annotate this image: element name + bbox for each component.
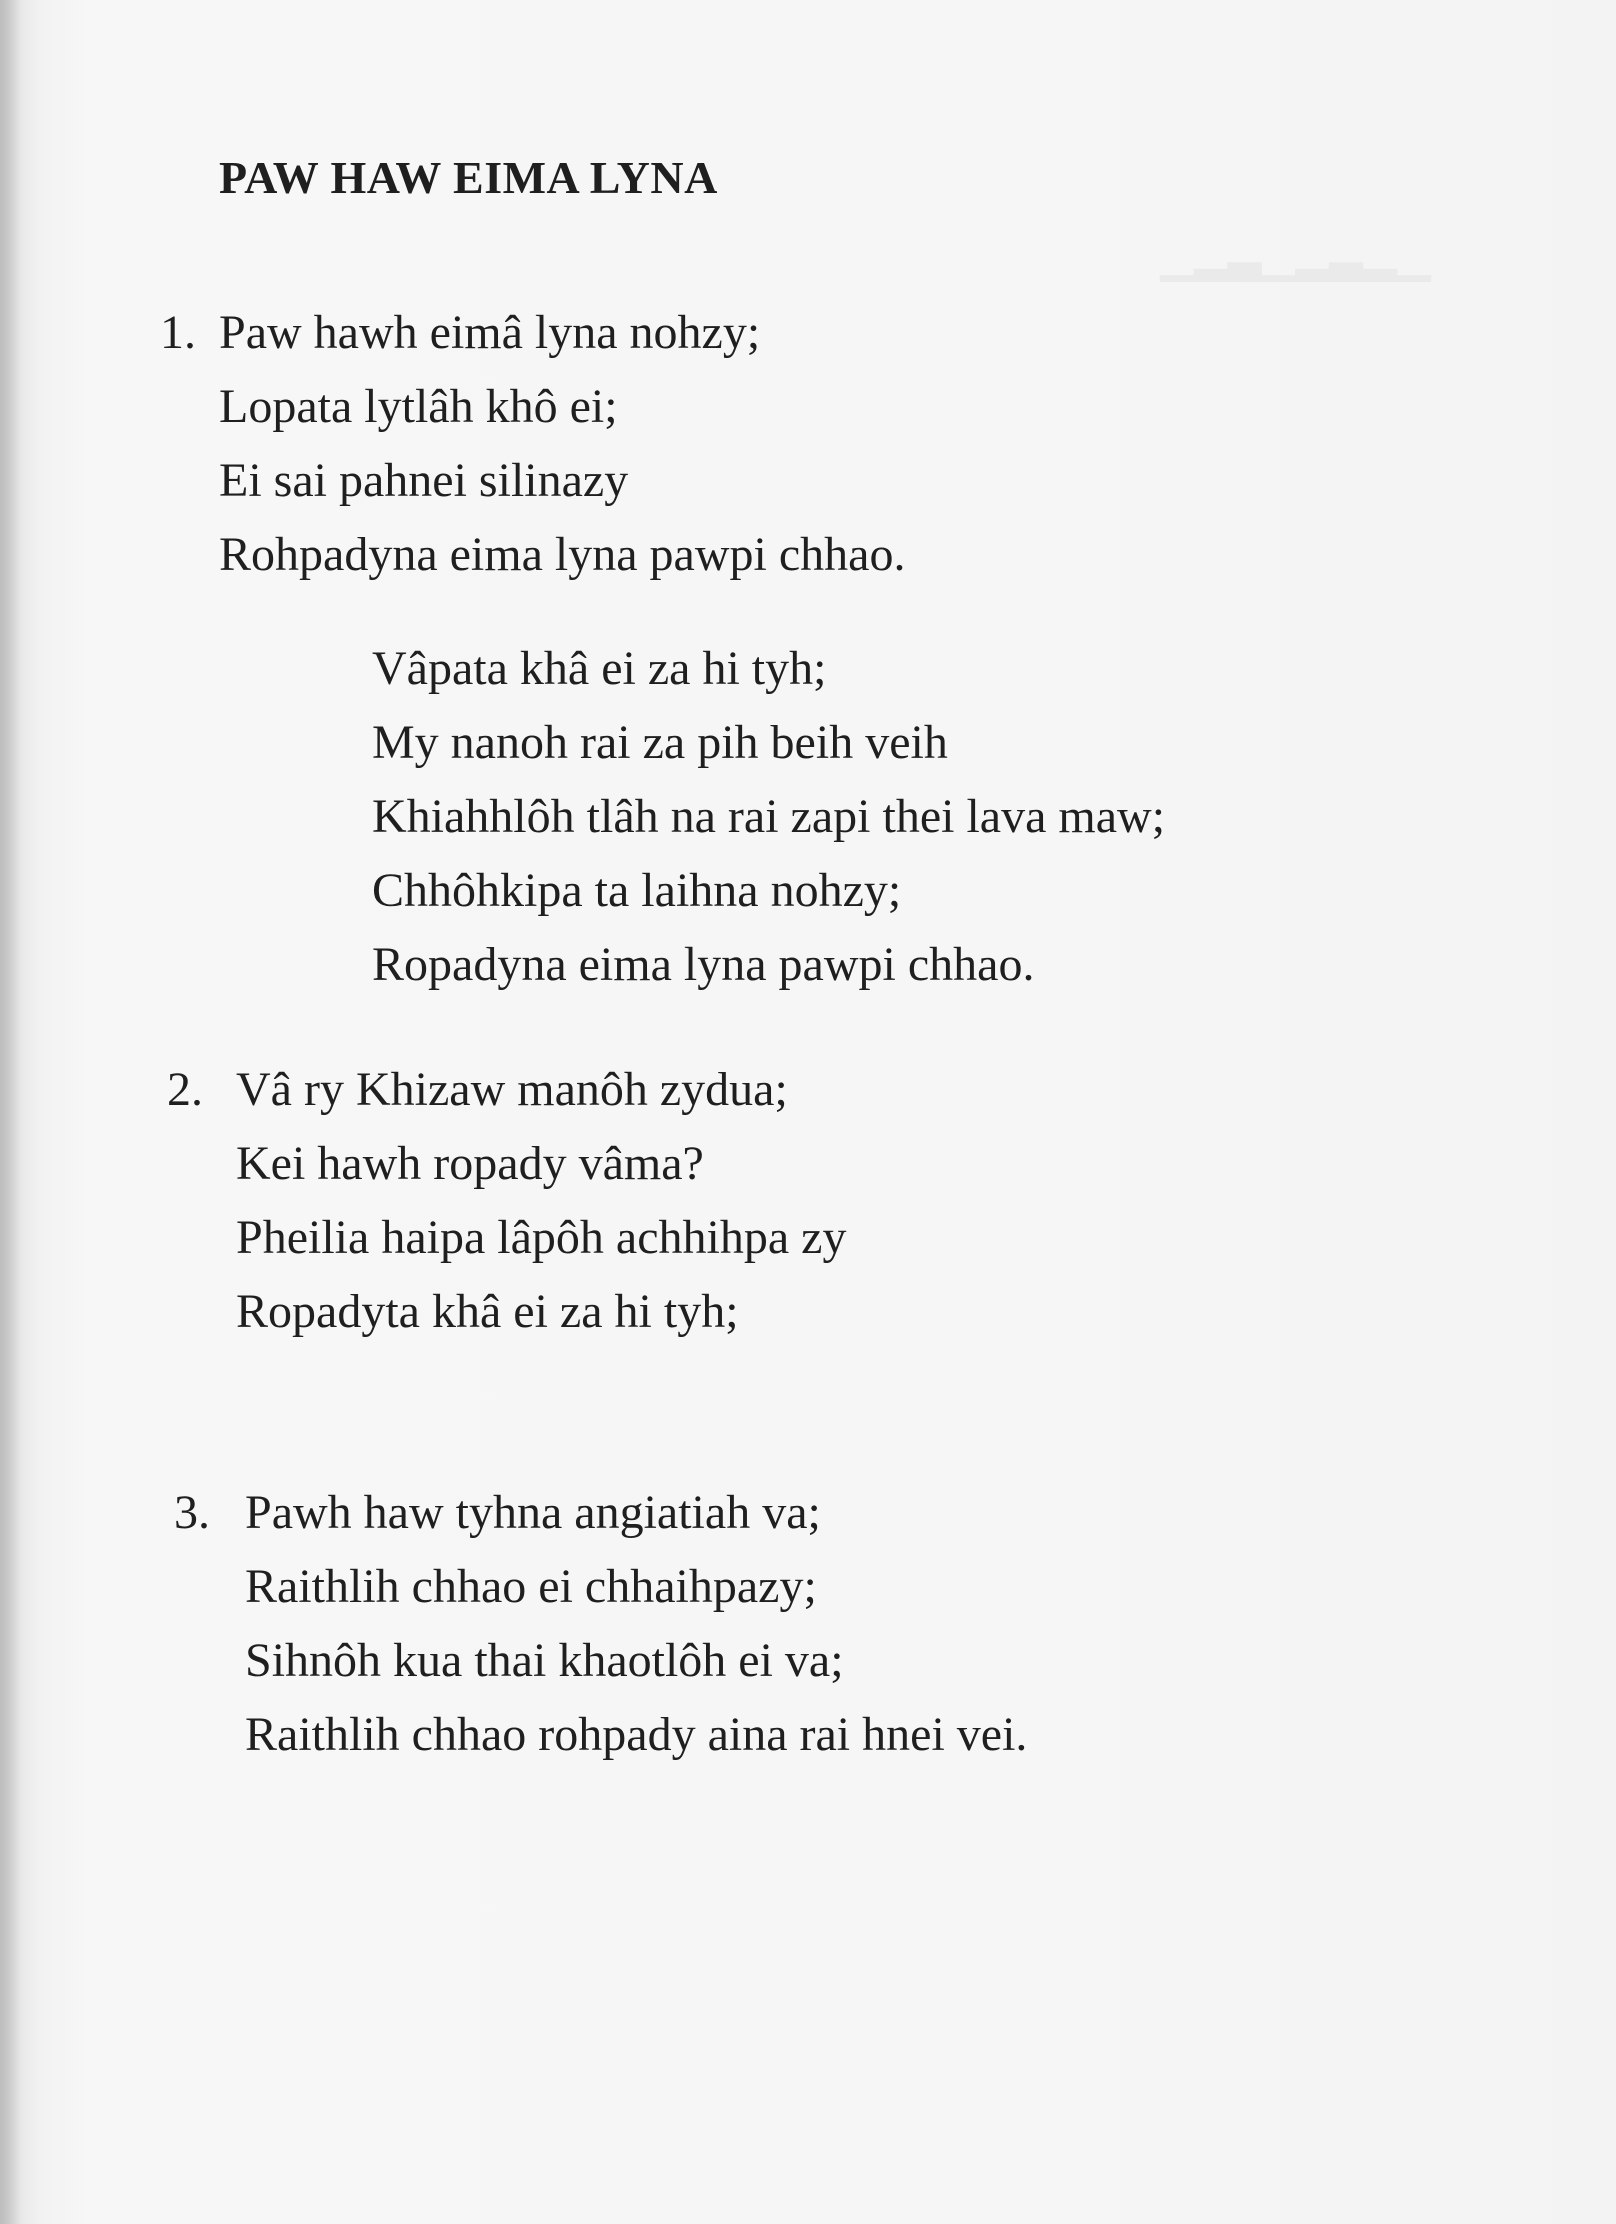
stanza-1 (219, 296, 905, 592)
page-title: PAW HAW EIMA LYNA (219, 152, 718, 203)
verse-line: Ropadyna eima lyna pawpi chhao. (372, 938, 1035, 991)
stanza-3 (245, 1476, 1027, 1772)
verse-line: Chhôhkipa ta laihna nohzy; (372, 864, 902, 917)
show-through-text (1160, 220, 1431, 294)
verse-line: Lopata lytlâh khô ei; (219, 380, 618, 433)
refrain (372, 632, 1165, 1002)
verse-line: Paw hawh eimâ lyna nohzy; (219, 306, 761, 359)
verse-line: Vâ ry Khizaw manôh zydua; (236, 1063, 788, 1116)
verse-line: My nanoh rai za pih beih veih (372, 716, 948, 769)
verse-line: Ropadyta khâ ei za hi tyh; (236, 1285, 739, 1338)
verse-line: Khiahhlôh tlâh na rai zapi thei lava maw; (372, 790, 1166, 843)
verse-line: Sihnôh kua thai khaotlôh ei va; (245, 1634, 844, 1687)
stanza-2 (236, 1053, 846, 1349)
spine-shadow (0, 0, 22, 2224)
verse-line: Pawh haw tyhna angiatiah va; (245, 1486, 821, 1539)
verse-line: Pheilia haipa lâpôh achhihpa zy (236, 1211, 847, 1264)
verse-line: Vâpata khâ ei za hi tyh; (372, 642, 827, 695)
stanza-number: 3. (174, 1486, 210, 1539)
verse-line: Rohpadyna eima lyna pawpi chhao. (219, 528, 906, 581)
verse-line: Raithlih chhao rohpady aina rai hnei vei. (245, 1708, 1028, 1761)
verse-line: Ei sai pahnei silinazy (219, 454, 629, 507)
stanza-number: 1. (160, 306, 196, 359)
stanza-number: 2. (167, 1063, 203, 1116)
verse-line: Kei hawh ropady vâma? (236, 1137, 704, 1190)
verse-line: Raithlih chhao ei chhaihpazy; (245, 1560, 817, 1613)
